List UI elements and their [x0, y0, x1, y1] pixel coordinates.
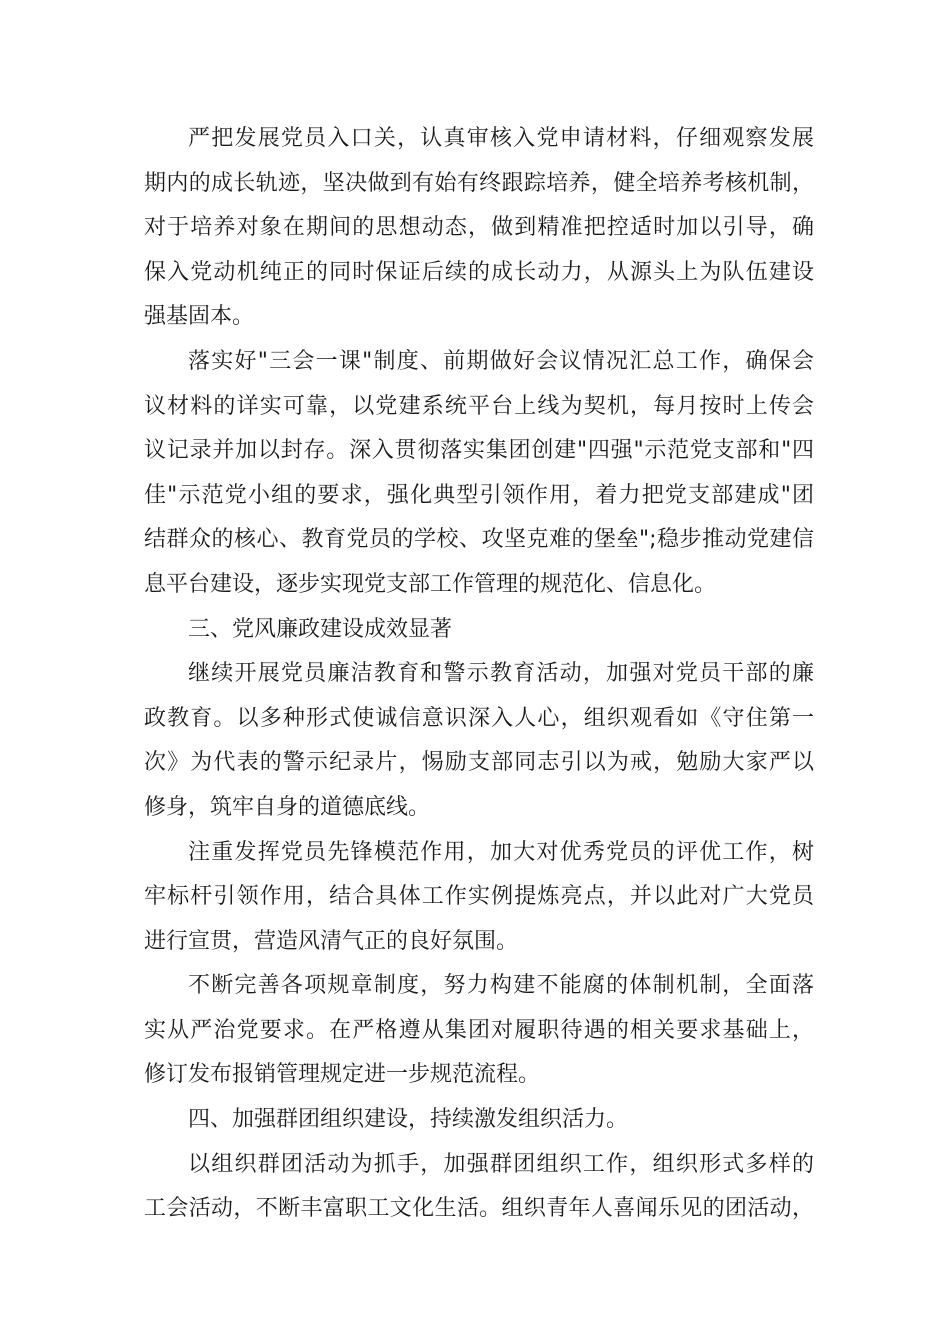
text-line: 佳"示范党小组的要求，强化典型引领作用，着力把党支部建成"团	[144, 482, 814, 508]
text-line: 继续开展党员廉洁教育和警示教育活动，加强对党员干部的廉	[188, 661, 814, 687]
text-line: 议材料的详实可靠，以党建系统平台上线为契机，每月按时上传会	[144, 393, 814, 419]
text-line: 强基固本。	[144, 304, 255, 330]
text-line: 注重发挥党员先锋模范作用，加大对优秀党员的评优工作，树	[188, 839, 814, 865]
text-line: 实从严治党要求。在严格遵从集团对履职待遇的相关要求基础上，	[144, 1017, 814, 1043]
text-line: 修身，筑牢自身的道德底线。	[144, 794, 431, 820]
section-heading	[144, 608, 814, 653]
document-page	[144, 117, 814, 1232]
text-line: 以组织群团活动为抓手，加强群团组织工作，组织形式多样的	[188, 1151, 814, 1177]
text-line: 工会活动，不断丰富职工文化生活。组织青年人喜闻乐见的团活动，	[144, 1196, 814, 1222]
text-line: 不断完善各项规章制度，努力构建不能腐的体制机制，全面落	[188, 973, 814, 999]
text-line: 结群众的核心、教育党员的学校、攻坚克难的堡垒";稳步推动党建信	[144, 527, 814, 553]
paragraph	[144, 340, 814, 608]
text-line: 牢标杆引领作用，结合具体工作实例提炼亮点，并以此对广大党员	[144, 884, 814, 910]
paragraph	[144, 1143, 814, 1232]
text-line: 三、党风廉政建设成效显著	[188, 616, 453, 642]
text-line: 议记录并加以封存。深入贯彻落实集团创建"四强"示范党支部和"四	[144, 438, 814, 464]
text-line: 进行宣贯，营造风清气正的良好氛围。	[144, 928, 519, 954]
paragraph	[144, 831, 814, 965]
paragraph	[144, 117, 814, 340]
paragraph	[144, 652, 814, 830]
text-line: 对于培养对象在期间的思想动态，做到精准把控适时加以引导，确	[144, 215, 814, 241]
text-line: 次》为代表的警示纪录片，惕励支部同志引以为戒，勉励大家严以	[144, 750, 814, 776]
text-line: 保入党动机纯正的同时保证后续的成长动力，从源头上为队伍建设	[144, 259, 814, 285]
text-line: 息平台建设，逐步实现党支部工作管理的规范化、信息化。	[144, 571, 717, 597]
text-line: 期内的成长轨迹，坚决做到有始有终跟踪培养，健全培养考核机制，	[144, 170, 814, 196]
text-line: 严把发展党员入口关，认真审核入党申请材料，仔细观察发展	[188, 126, 814, 151]
text-line: 落实好"三会一课"制度、前期做好会议情况汇总工作，确保会	[188, 348, 814, 374]
text-line: 政教育。以多种形式使诚信意识深入人心，组织观看如《守住第一	[144, 705, 814, 731]
paragraph	[144, 964, 814, 1098]
section-heading	[144, 1098, 814, 1143]
text-line: 修订发布报销管理规定进一步规范流程。	[144, 1062, 541, 1088]
text-line: 四、加强群团组织建设，持续激发组织活力。	[188, 1107, 629, 1133]
